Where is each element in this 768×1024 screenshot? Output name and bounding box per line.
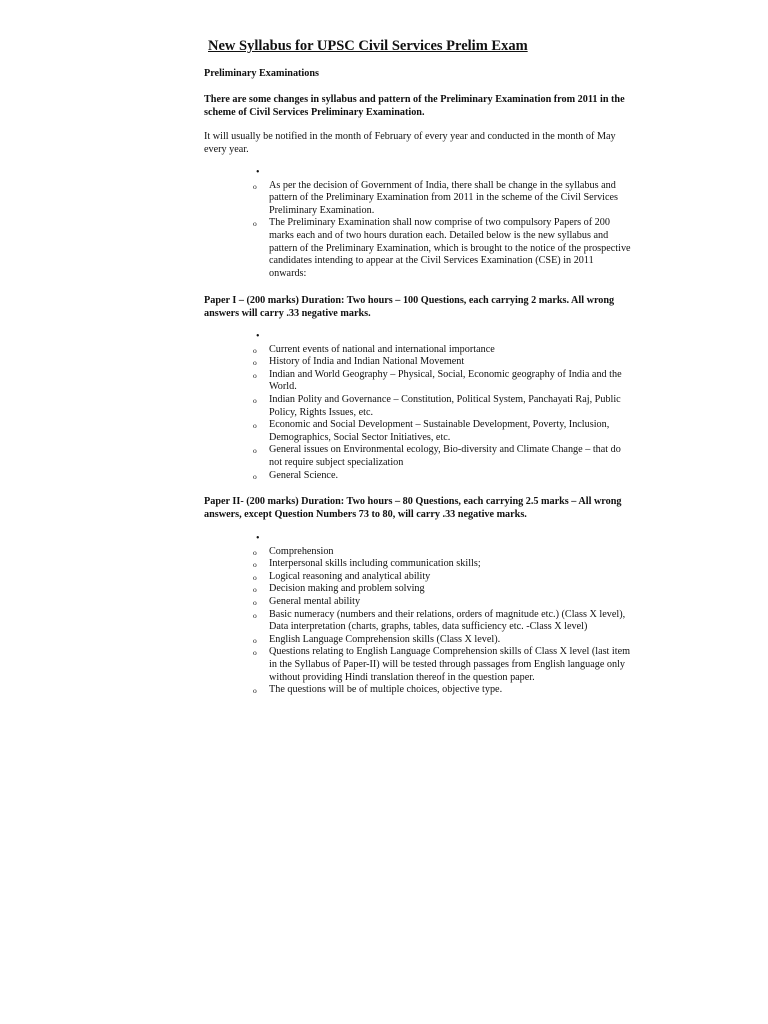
- list-item: [253, 596, 633, 609]
- intro-list: [253, 167, 633, 280]
- list-item-text: Indian and World Geography – Physical, Social, Economic geography of India and the World.: [269, 368, 622, 393]
- list-item: [253, 634, 633, 647]
- bullet-circle-icon: o: [253, 471, 257, 481]
- list-item-text: As per the decision of Government of India, there shall be change in the syllabus and pattern of the Preliminary Examination from 2011 in the scheme of the Civil Services Preliminary Examination.: [269, 179, 619, 216]
- list-item-text: History of India and Indian National Movement: [269, 356, 465, 368]
- list-item-text: The questions will be of multiple choices, objective type.: [269, 684, 503, 696]
- list-item: [253, 356, 633, 369]
- list-item: [253, 444, 633, 469]
- bullet-circle-icon: o: [253, 446, 257, 456]
- list-item-text: General Science.: [269, 469, 339, 481]
- list-item-text: Current events of national and international importance: [269, 343, 495, 355]
- bullet-circle-icon: o: [253, 686, 257, 696]
- list-item-text: General issues on Environmental ecology, Bio-diversity and Climate Change – that do not require subject specialization: [269, 444, 621, 468]
- list-item: [253, 571, 633, 584]
- list-item-text: Questions relating to English Language Comprehension skills of Class X level (last item in the Syllabus of Paper-II) will be tested through passages from English language only without providing Hindi translation thereof in the question paper.: [269, 646, 631, 683]
- list-item-text: Indian Polity and Governance – Constitution, Political System, Panchayati Raj, Public Policy, Rights Issues, etc.: [269, 393, 621, 418]
- intro-paragraph: It will usually be notified in the month of February of every year and conducted in the month of May every year.: [204, 131, 616, 155]
- paper2-list: [253, 533, 633, 697]
- list-item-text: Basic numeracy (numbers and their relations, orders of magnitude etc.) (Class X level), Data interpretation (charts, graphs, tables, data sufficiency etc. -Class X level): [269, 608, 626, 633]
- list-item-empty: [253, 533, 633, 546]
- bullet-circle-icon: o: [253, 610, 257, 620]
- bullet-circle-icon: o: [253, 560, 257, 570]
- list-item: [253, 546, 633, 559]
- list-item: [253, 684, 633, 697]
- paper1-heading: Paper I – (200 marks) Duration: Two hours – 100 Questions, each carrying 2 marks. All wrong answers will carry .33 negative marks.: [204, 295, 615, 319]
- bullet-circle-icon: o: [253, 421, 257, 431]
- bullet-circle-icon: o: [253, 219, 257, 229]
- bullet-disc-icon: •: [256, 331, 260, 342]
- list-item-text: Logical reasoning and analytical ability: [269, 570, 431, 582]
- bullet-circle-icon: o: [253, 345, 257, 355]
- bullet-circle-icon: o: [253, 635, 257, 645]
- document-title: New Syllabus for UPSC Civil Services Prelim Exam: [208, 38, 528, 54]
- bullet-circle-icon: o: [253, 370, 257, 380]
- bullet-circle-icon: o: [253, 597, 257, 607]
- list-item: [253, 217, 633, 280]
- bullet-circle-icon: o: [253, 395, 257, 405]
- list-item-text: The Preliminary Examination shall now comprise of two compulsory Papers of 200 marks each and of two hours duration each. Detailed below is the new syllabus and pattern of the Preliminary Examination, which is brought to the notice of the prospective candidates intending to appear at the Civil Services Examination (CSE) in 2011 onwards:: [269, 217, 631, 279]
- bullet-circle-icon: o: [253, 585, 257, 595]
- paper1-list: [253, 331, 633, 482]
- paper2-heading: Paper II- (200 marks) Duration: Two hours – 80 Questions, each carrying 2.5 marks – All wrong answers, except Question Numbers 73 to 80, will carry .33 negative marks.: [204, 496, 622, 520]
- list-item-text: Decision making and problem solving: [269, 583, 425, 595]
- list-item: [253, 344, 633, 357]
- bullet-circle-icon: o: [253, 572, 257, 582]
- bullet-disc-icon: •: [256, 167, 260, 178]
- intro-bold-paragraph: There are some changes in syllabus and pattern of the Preliminary Examination from 2011 in the scheme of Civil Services Preliminary Examination.: [204, 94, 625, 118]
- bullet-circle-icon: o: [253, 547, 257, 557]
- list-item-text: General mental ability: [269, 595, 361, 607]
- list-item: [253, 558, 633, 571]
- list-item-empty: [253, 167, 633, 180]
- list-item: [253, 470, 633, 483]
- list-item: [253, 419, 633, 444]
- list-item: [253, 583, 633, 596]
- bullet-circle-icon: o: [253, 358, 257, 368]
- list-item-empty: [253, 331, 633, 344]
- list-item-text: Interpersonal skills including communication skills;: [269, 558, 481, 570]
- bullet-disc-icon: •: [256, 533, 260, 544]
- list-item-text: Comprehension: [269, 545, 334, 557]
- section-heading: Preliminary Examinations: [204, 68, 319, 79]
- list-item-text: English Language Comprehension skills (Class X level).: [269, 633, 501, 645]
- list-item: [253, 394, 633, 419]
- list-item: [253, 609, 633, 634]
- list-item: [253, 369, 633, 394]
- bullet-circle-icon: o: [253, 648, 257, 658]
- bullet-circle-icon: o: [253, 181, 257, 191]
- list-item: [253, 180, 633, 218]
- list-item: [253, 646, 633, 684]
- list-item-text: Economic and Social Development – Sustainable Development, Poverty, Inclusion, Demographics, Social Sector Initiatives, etc.: [269, 419, 610, 443]
